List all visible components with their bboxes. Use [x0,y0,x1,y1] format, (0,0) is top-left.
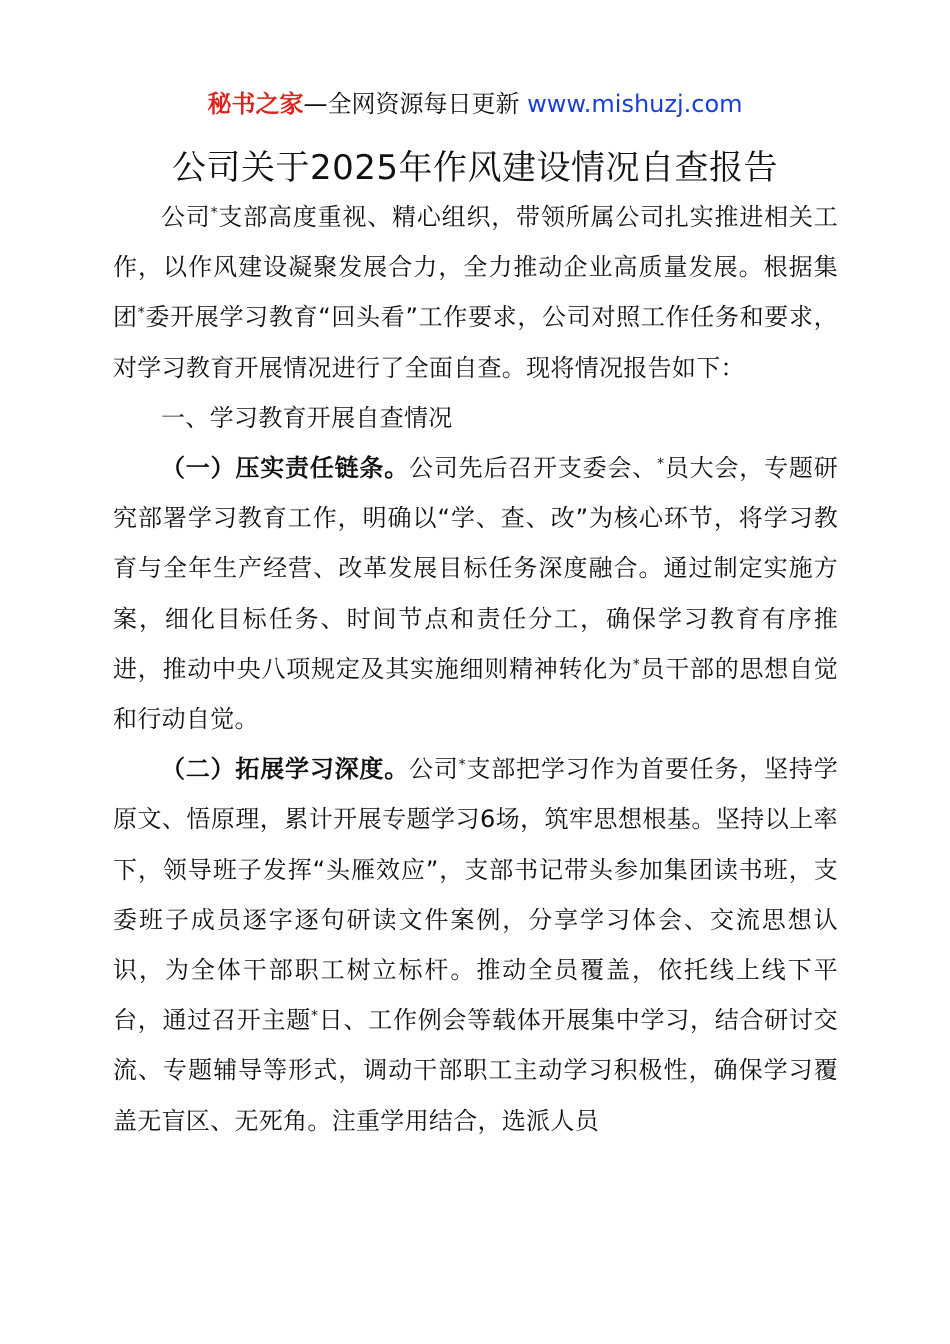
item1-text-2: 员大会，专题研究部署学习教育工作，明确以“学、查、改”为核心环节，将学习教育与全年生产经营、改革发展目标任务深度融合。通过制定实施方案，细化目标任务、时间节点和责任分工，确保学习教育有序推进，推动中央八项规定及其实施细则精神转化为 [113,454,838,683]
item2-text-3: 日、工作例会等载体开展集中学习，结合研讨交流、专题辅导等形式，调动干部职工主动学习积极性，确保学习覆盖无盲区、无死角。注重学用结合，选派人员 [113,1006,838,1135]
redaction-mark: * [210,205,218,221]
item-heading-1: （一）压实责任链条。 [161,454,410,483]
document-title: 公司关于2025年作风建设情况自查报告 [171,148,779,188]
redaction-mark: * [458,757,466,774]
site-url-link[interactable]: www.mishuzj.com [527,90,743,118]
section-heading-1: 一、学习教育开展自查情况 [161,403,453,432]
item2-text-2: 支部把学习作为首要任务，坚持学原文、悟原理，累计开展专题学习6场，筑牢思想根基。坚持以上率下，领导班子发挥“头雁效应”，支部书记带头参加集团读书班，支委班子成员逐字逐句研读文件案例，分享学习体会、交流思想认识，为全体干部职工树立标杆。推动全员覆盖，依托线上线下平台，通过召开主题 [113,755,838,1035]
item1-text-3: 员干部的思想自觉和行动自觉。 [113,654,838,734]
site-header [0,86,950,122]
brand-name: 秘书之家 [207,90,304,118]
item-heading-2: （二）拓展学习深度。 [161,755,410,784]
redaction-mark: * [657,456,665,473]
redaction-mark: * [632,656,641,673]
intro-paragraph [113,192,838,393]
intro-text-3: 委开展学习教育“回头看”工作要求，公司对照工作任务和要求，对学习教育开展情况进行了全面自查。现将情况报告如下： [113,303,838,382]
intro-text-1: 公司 [161,203,211,231]
item1-text-1: 公司先后召开支委会、 [409,454,658,483]
redaction-mark: * [137,305,146,322]
item2-text-1: 公司 [409,755,459,784]
item-paragraph-2 [113,744,838,1146]
document-body [113,192,838,1146]
intro-text-2: 支部高度重视、精心组织，带领所属公司扎实推进相关工作，以作风建设凝聚发展合力，全力推动企业高质量发展。根据集团 [113,203,838,332]
header-tagline: —全网资源每日更新 [303,90,528,118]
redaction-mark: * [310,1008,319,1025]
item-paragraph-1 [113,443,838,744]
